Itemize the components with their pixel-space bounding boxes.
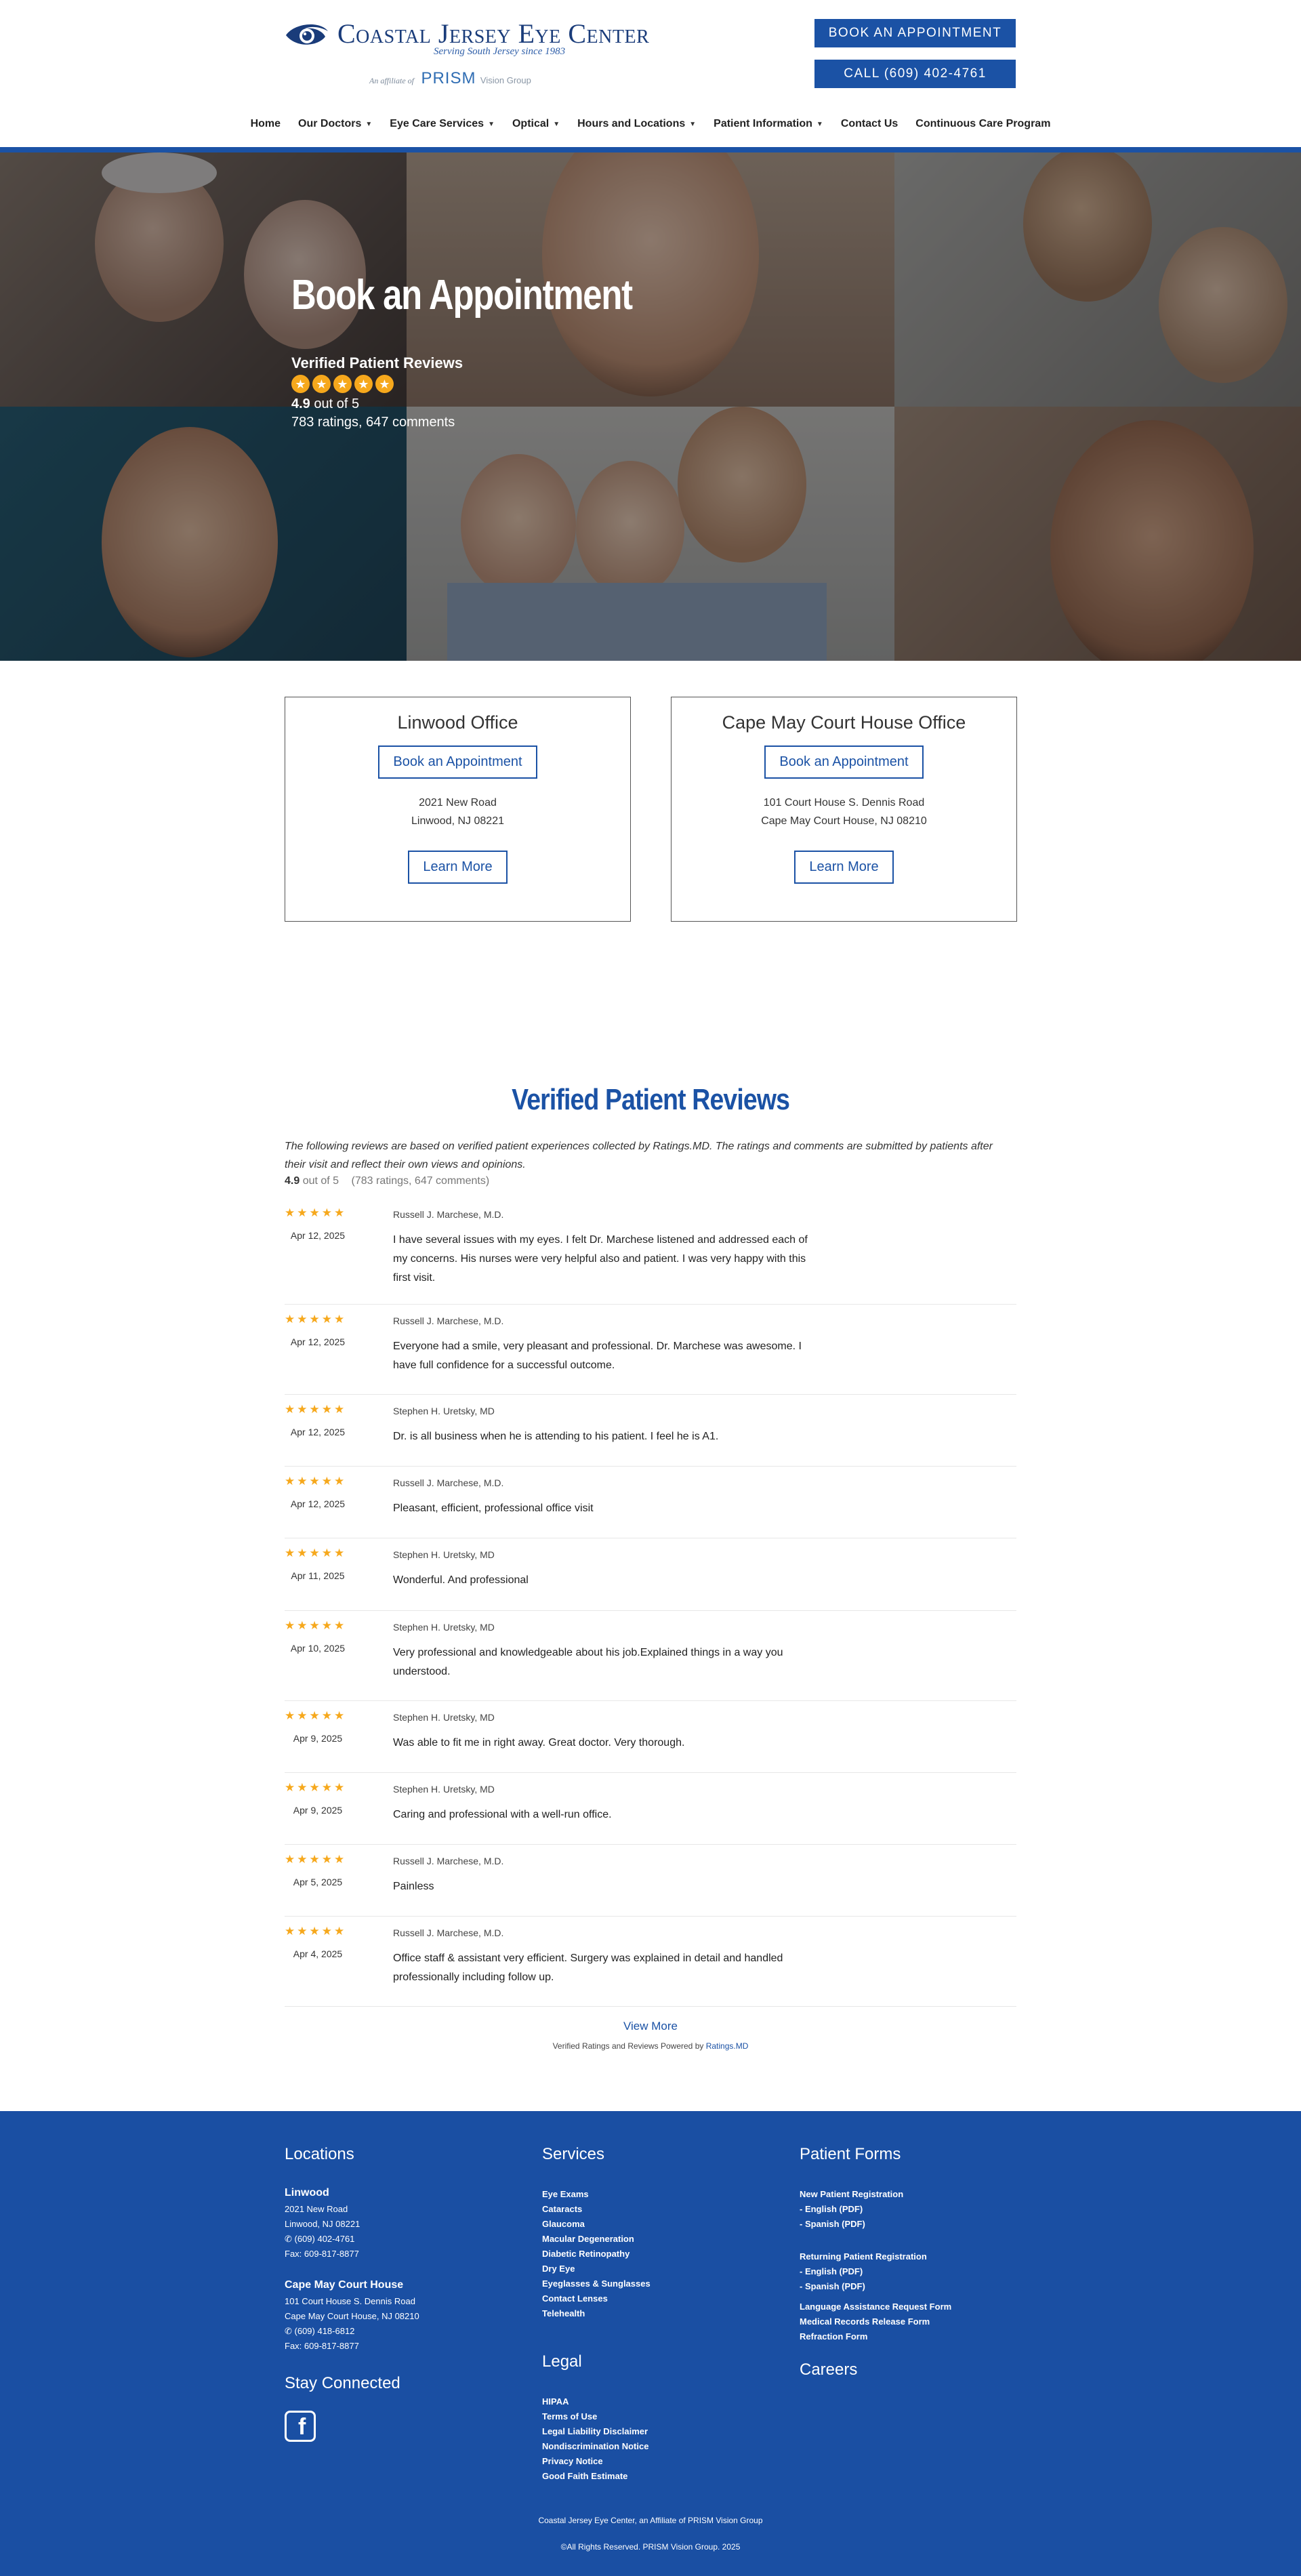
footer-heading: Legal: [542, 2352, 582, 2371]
review-stars: [285, 1313, 344, 1325]
review-stars: [285, 1475, 344, 1487]
review-item: [285, 1467, 1016, 1538]
nav-label: Hours and Locations: [577, 118, 686, 129]
star-icon: ★: [321, 1403, 332, 1416]
address-line: Linwood, NJ 08221: [411, 815, 504, 827]
chevron-down-icon: ▼: [689, 120, 697, 128]
star-icon: ★: [297, 1475, 308, 1488]
nav-item-patient-information[interactable]: [705, 118, 832, 130]
footer-heading: Services: [542, 2145, 605, 2163]
footer-heading: Locations: [285, 2145, 354, 2163]
reviews-title: [0, 1083, 1301, 1117]
review-doctor: Stephen H. Uretsky, MD: [393, 1622, 495, 1633]
office-learn-more-button[interactable]: Learn More: [794, 851, 893, 884]
star-icon: ★: [334, 1619, 345, 1632]
footer-service-link[interactable]: Glaucoma: [542, 2219, 585, 2229]
star-icon: ★: [297, 1619, 308, 1632]
affiliate-suffix: Vision Group: [480, 75, 531, 85]
footer-legal-link[interactable]: HIPAA: [542, 2396, 569, 2407]
review-date: Apr 12, 2025: [290, 1427, 346, 1437]
review-item: [285, 1773, 1016, 1845]
stay-connected-heading: Stay Connected: [285, 2374, 400, 2392]
star-icon: ★: [285, 1709, 295, 1722]
star-icon: ★: [334, 1853, 345, 1866]
footer-form-link[interactable]: - English (PDF): [800, 2204, 863, 2214]
brand-tagline: Serving South Jersey since 1983: [434, 46, 566, 57]
review-text: Caring and professional with a well-run office.: [393, 1809, 612, 1820]
footer-legal-link[interactable]: Legal Liability Disclaimer: [542, 2426, 648, 2436]
footer-form-link[interactable]: Refraction Form: [800, 2331, 868, 2342]
reviews-intro: The following reviews are based on verified patient experiences collected by Ratings.MD. The ratings and comments are submitted by patients after their visit and reflect their own views and opinions.: [285, 1141, 993, 1170]
hero-dark-overlay: [0, 152, 1301, 661]
office-book-button[interactable]: Book an Appointment: [378, 745, 537, 779]
star-icon: ★: [297, 1547, 308, 1559]
facebook-icon[interactable]: f: [285, 2411, 316, 2442]
chevron-down-icon: ▼: [553, 120, 560, 128]
site-footer: [0, 2111, 1301, 2576]
footer-address-line: 101 Court House S. Dennis Road: [285, 2296, 415, 2306]
star-icon: ★: [291, 375, 310, 393]
eye-logo-icon: [285, 19, 329, 50]
star-icon: ★: [309, 1853, 320, 1866]
nav-label: Home: [250, 118, 281, 129]
review-list: [285, 1198, 1016, 2007]
star-icon: ★: [297, 1709, 308, 1722]
chevron-down-icon: ▼: [488, 120, 495, 128]
review-doctor: Stephen H. Uretsky, MD: [393, 1549, 495, 1560]
review-stars: [285, 1782, 344, 1793]
star-icon: ★: [309, 1547, 320, 1559]
star-icon: ★: [285, 1781, 295, 1794]
star-icon: ★: [285, 1853, 295, 1866]
footer-fax: Fax: 609-817-8877: [285, 2249, 359, 2259]
review-text: Pleasant, efficient, professional office visit: [393, 1502, 594, 1514]
footer-address-line: 2021 New Road: [285, 2204, 348, 2214]
hero-banner: [0, 152, 1301, 661]
nav-item-hours-locations[interactable]: [569, 118, 705, 130]
review-date: Apr 9, 2025: [293, 1733, 343, 1744]
review-doctor: Stephen H. Uretsky, MD: [393, 1406, 495, 1416]
footer-phone-number: (609) 402-4761: [294, 2234, 355, 2244]
footer-service-link[interactable]: Eye Exams: [542, 2189, 589, 2199]
review-stars: [285, 1925, 344, 1937]
star-icon: ★: [321, 1619, 332, 1632]
star-icon: ★: [309, 1206, 320, 1219]
phone-icon: ✆: [285, 2326, 295, 2336]
book-appointment-button[interactable]: BOOK AN APPOINTMENT: [814, 19, 1016, 47]
star-icon: ★: [309, 1781, 320, 1794]
review-date: Apr 12, 2025: [290, 1230, 346, 1241]
review-item: [285, 1305, 1016, 1395]
nav-item-continuous-care[interactable]: [907, 118, 1059, 130]
review-item: [285, 1395, 1016, 1467]
star-icon: ★: [297, 1853, 308, 1866]
hero-rating-count: 783 ratings, 647 comments: [291, 415, 455, 430]
star-icon: ★: [334, 1206, 345, 1219]
star-icon: ★: [285, 1313, 295, 1326]
affiliate-prefix: An affiliate of: [369, 76, 414, 85]
view-more-link[interactable]: View More: [623, 2020, 678, 2032]
star-icon: ★: [333, 375, 352, 393]
star-icon: ★: [285, 1403, 295, 1416]
review-text: Wonderful. And professional: [393, 1574, 529, 1586]
star-icon: ★: [321, 1709, 332, 1722]
call-phone-button[interactable]: CALL (609) 402-4761: [814, 60, 1016, 88]
nav-item-contact-us[interactable]: [832, 118, 907, 130]
footer-service-link[interactable]: Diabetic Retinopathy: [542, 2249, 630, 2259]
footer-service-link[interactable]: Cataracts: [542, 2204, 583, 2214]
office-book-button[interactable]: Book an Appointment: [764, 745, 923, 779]
review-doctor: Stephen H. Uretsky, MD: [393, 1784, 495, 1795]
chevron-down-icon: ▼: [365, 120, 373, 128]
nav-label: Eye Care Services: [390, 118, 484, 129]
address-line: 101 Court House S. Dennis Road: [763, 797, 925, 809]
footer-form-heading: Returning Patient Registration: [800, 2251, 927, 2262]
nav-item-our-doctors[interactable]: [289, 118, 381, 130]
footer-careers-link[interactable]: Careers: [800, 2360, 858, 2379]
office-card-linwood: [285, 697, 631, 922]
reviews-score-value: 4.9: [285, 1175, 300, 1187]
review-item: [285, 1701, 1016, 1773]
review-doctor: Russell J. Marchese, M.D.: [393, 1927, 504, 1938]
review-text: Office staff & assistant very efficient. Surgery was explained in detail and handled professionally including follow up.: [393, 1953, 783, 1983]
review-stars: [285, 1710, 344, 1721]
footer-form-link[interactable]: Language Assistance Request Form: [800, 2302, 952, 2312]
star-icon: ★: [334, 1547, 345, 1559]
star-icon: ★: [321, 1313, 332, 1326]
review-text: Painless: [393, 1881, 434, 1892]
star-icon: ★: [309, 1403, 320, 1416]
star-icon: ★: [309, 1925, 320, 1938]
footer-phone-number: (609) 418-6812: [294, 2326, 355, 2336]
brand-name: Coastal Jersey Eye Center: [337, 18, 650, 49]
affiliate-brand: PRISM: [421, 69, 476, 87]
site-logo[interactable]: [285, 16, 650, 91]
nav-label: Contact Us: [840, 118, 899, 129]
powered-by-prefix: Verified Ratings and Reviews Powered by: [552, 2041, 704, 2051]
star-icon: ★: [321, 1925, 332, 1938]
review-item: [285, 1198, 1016, 1305]
star-icon: ★: [285, 1619, 295, 1632]
star-icon: ★: [321, 1853, 332, 1866]
footer-copyright: ©All Rights Reserved. PRISM Vision Group. 2025: [560, 2542, 741, 2552]
hero-score: [291, 396, 359, 412]
star-icon: ★: [285, 1547, 295, 1559]
site-header: [0, 0, 1301, 148]
address-line: 2021 New Road: [419, 797, 497, 809]
footer-form-link[interactable]: - English (PDF): [800, 2266, 863, 2276]
nav-label: Our Doctors: [298, 118, 362, 129]
footer-service-link[interactable]: Eyeglasses & Sunglasses: [542, 2278, 650, 2289]
review-date: Apr 9, 2025: [293, 1805, 343, 1816]
footer-legal-link[interactable]: Terms of Use: [542, 2411, 598, 2421]
phone-icon: ✆: [285, 2234, 295, 2244]
hero-score-value: 4.9: [291, 396, 310, 411]
review-doctor: Stephen H. Uretsky, MD: [393, 1712, 495, 1723]
footer-service-link[interactable]: Telehealth: [542, 2308, 585, 2318]
review-date: Apr 11, 2025: [291, 1570, 345, 1581]
footer-service-link[interactable]: Macular Degeneration: [542, 2234, 634, 2244]
star-icon: ★: [354, 375, 373, 393]
footer-location-name: Linwood: [285, 2187, 329, 2199]
review-date: Apr 5, 2025: [293, 1877, 343, 1887]
hero-reviews-heading: Verified Patient Reviews: [291, 354, 463, 371]
star-icon: ★: [334, 1475, 345, 1488]
office-card-cape-may: [671, 697, 1017, 922]
footer-locations-column: [285, 2145, 515, 2442]
hero-score-suffix: out of 5: [314, 396, 360, 411]
footer-address-line: Cape May Court House, NJ 08210: [285, 2311, 419, 2321]
review-doctor: Russell J. Marchese, M.D.: [393, 1477, 504, 1488]
star-icon: ★: [321, 1547, 332, 1559]
footer-legal-link[interactable]: Nondiscrimination Notice: [542, 2441, 649, 2451]
office-address: [672, 794, 1016, 830]
reviews-score: [285, 1175, 489, 1187]
footer-form-link[interactable]: - Spanish (PDF): [800, 2281, 865, 2291]
star-icon: ★: [285, 1475, 295, 1488]
star-icon: ★: [297, 1403, 308, 1416]
review-text: Very professional and knowledgeable about his job.Explained things in a way you understood.: [393, 1647, 783, 1677]
review-stars: [285, 1547, 344, 1559]
review-stars: [285, 1207, 344, 1219]
star-icon: ★: [334, 1781, 345, 1794]
footer-form-link[interactable]: - Spanish (PDF): [800, 2219, 865, 2229]
star-icon: ★: [297, 1206, 308, 1219]
review-text: I have several issues with my eyes. I felt Dr. Marchese listened and addressed each of my concerns. His nurses were very helpful also and patient. I was very happy with this first visit.: [393, 1234, 808, 1284]
review-doctor: Russell J. Marchese, M.D.: [393, 1209, 504, 1220]
footer-phone[interactable]: [285, 2324, 515, 2339]
review-stars: [285, 1404, 344, 1415]
star-icon: ★: [321, 1781, 332, 1794]
footer-phone[interactable]: [285, 2232, 515, 2247]
star-icon: ★: [321, 1206, 332, 1219]
star-icon: ★: [285, 1925, 295, 1938]
star-icon: ★: [334, 1313, 345, 1326]
star-icon: ★: [334, 1403, 345, 1416]
footer-form-heading: New Patient Registration: [800, 2189, 904, 2199]
star-icon: ★: [309, 1619, 320, 1632]
nav-label: Optical: [512, 118, 550, 129]
reviews-score-suffix: out of 5: [302, 1175, 339, 1187]
review-stars: [285, 1854, 344, 1865]
reviews-title-text: Verified Patient Reviews: [512, 1083, 789, 1116]
nav-item-eye-care-services[interactable]: [381, 118, 503, 130]
review-date: Apr 4, 2025: [293, 1948, 343, 1959]
review-date: Apr 12, 2025: [290, 1498, 346, 1509]
footer-fax: Fax: 609-817-8877: [285, 2341, 359, 2351]
review-item: [285, 1538, 1016, 1611]
nav-item-home[interactable]: [242, 118, 289, 130]
star-icon: ★: [297, 1925, 308, 1938]
review-text: Dr. is all business when he is attending to his patient. I feel he is A1.: [393, 1431, 719, 1442]
star-icon: ★: [334, 1709, 345, 1722]
reviews-count: (783 ratings, 647 comments): [351, 1175, 490, 1187]
star-icon: ★: [309, 1313, 320, 1326]
review-stars: [285, 1620, 344, 1631]
footer-form-link[interactable]: Medical Records Release Form: [800, 2316, 930, 2327]
review-date: Apr 10, 2025: [290, 1643, 346, 1654]
nav-label: Continuous Care Program: [915, 118, 1051, 129]
review-doctor: Russell J. Marchese, M.D.: [393, 1315, 504, 1326]
review-date: Apr 12, 2025: [290, 1336, 346, 1347]
footer-heading: Patient Forms: [800, 2145, 901, 2163]
ratings-md-link[interactable]: Ratings.MD: [705, 2041, 749, 2051]
review-item: [285, 1845, 1016, 1917]
star-icon: ★: [375, 375, 394, 393]
review-text: Everyone had a smile, very pleasant and professional. Dr. Marchese was awesome. I have full confidence for a successful outcome.: [393, 1341, 802, 1371]
affiliate-mark: [369, 69, 531, 88]
review-item: [285, 1917, 1016, 2007]
footer-affiliate-line: Coastal Jersey Eye Center, an Affiliate of PRISM Vision Group: [538, 2516, 763, 2525]
office-address: [285, 794, 630, 830]
nav-label: Patient Information: [714, 118, 812, 129]
star-icon: ★: [321, 1475, 332, 1488]
footer-service-link[interactable]: Dry Eye: [542, 2264, 575, 2274]
star-icon: ★: [297, 1313, 308, 1326]
footer-location-name: Cape May Court House: [285, 2279, 404, 2291]
footer-legal-link[interactable]: Good Faith Estimate: [542, 2471, 628, 2481]
star-icon: ★: [309, 1475, 320, 1488]
office-name: Cape May Court House Office: [722, 712, 966, 733]
star-icon: ★: [285, 1206, 295, 1219]
footer-address-line: Linwood, NJ 08221: [285, 2219, 360, 2229]
review-item: [285, 1611, 1016, 1701]
hero-star-rating: [291, 375, 394, 393]
office-name: Linwood Office: [397, 712, 518, 733]
review-doctor: Russell J. Marchese, M.D.: [393, 1856, 504, 1866]
address-line: Cape May Court House, NJ 08210: [761, 815, 927, 827]
footer-legal-link[interactable]: Privacy Notice: [542, 2456, 603, 2466]
main-nav: [0, 118, 1301, 130]
footer-forms-column: [800, 2145, 1030, 2403]
star-icon: ★: [312, 375, 331, 393]
office-learn-more-button[interactable]: Learn More: [408, 851, 507, 884]
star-icon: ★: [297, 1781, 308, 1794]
powered-by: [0, 2041, 1301, 2051]
star-icon: ★: [309, 1709, 320, 1722]
nav-item-optical[interactable]: [503, 118, 569, 130]
review-text: Was able to fit me in right away. Great doctor. Very thorough.: [393, 1737, 685, 1749]
hero-title: Book an Appointment: [291, 272, 632, 319]
footer-services-column: [542, 2145, 772, 2484]
star-icon: ★: [334, 1925, 345, 1938]
header-divider: [0, 147, 1301, 152]
footer-service-link[interactable]: Contact Lenses: [542, 2293, 608, 2304]
chevron-down-icon: ▼: [816, 120, 823, 128]
